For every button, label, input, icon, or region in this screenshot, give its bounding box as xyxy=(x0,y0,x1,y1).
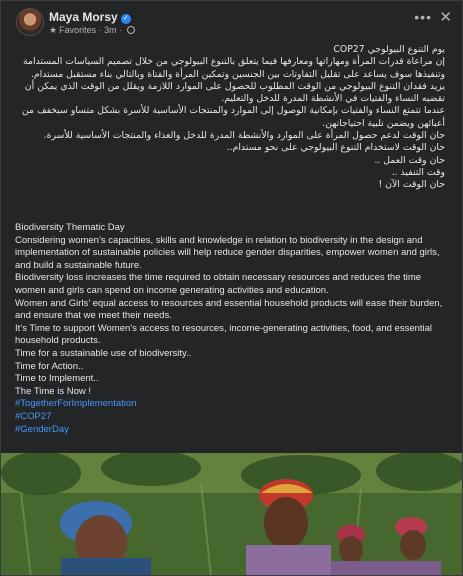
author-name[interactable] xyxy=(49,10,131,24)
arabic-paragraph: حان الوقت الآن ! xyxy=(378,179,445,191)
hashtag-link[interactable]: #TogetherForImplementation xyxy=(15,398,137,410)
arabic-paragraph: عندما تتمتع النساء والفتيات بإمكانية الوصول إلى الموارد والمنتجات الأساسية للأسرة بشكل متساو سيخفف من أعبائهن ويضمن تلبية احتياجاتهن. xyxy=(21,105,445,129)
english-paragraph: The Time is Now ! xyxy=(15,385,92,397)
post-text-arabic xyxy=(15,44,445,192)
verified-badge-icon: ✓ xyxy=(121,14,131,24)
author-name-text[interactable]: Maya Morsy xyxy=(49,10,118,24)
english-paragraph: Time for Action.. xyxy=(15,360,84,372)
arabic-paragraph: حان الوقت لدعم حصول المرأة على الموارد والأنشطة المدرة للدخل والغذاء والمنتجات الأساسية للأسرة. xyxy=(43,130,445,142)
arabic-paragraph: يزيد فقدان التنوع البيولوجي من الوقت المطلوب للحصول على الموارد اللازمة ويقلل من الوقت الذي يمكن أن تقضيه النساء والفتيات في الأنشطة المدرة للدخل والتعليم. xyxy=(24,80,445,105)
post-text-english xyxy=(15,222,454,436)
post-header xyxy=(1,1,462,41)
post-photo[interactable] xyxy=(1,453,463,576)
english-paragraph: Biodiversity Thematic Day xyxy=(15,222,125,233)
post-meta: ★ Favorites · 3m · xyxy=(49,25,135,36)
english-paragraph: Biodiversity loss increases the time required to obtain necessary resources and reduces the time women and girls can spend on income generating activities and education. xyxy=(15,272,422,296)
more-options-icon[interactable]: ••• xyxy=(414,9,432,25)
post-time[interactable]: 3m xyxy=(104,25,117,35)
close-icon[interactable]: ✕ xyxy=(439,9,452,26)
arabic-paragraph: وقت التنفيذ .. xyxy=(391,166,445,178)
english-paragraph: Women and Girls’ equal access to resources and essential household products will ease their burden, and ensure that we meet their needs. xyxy=(15,297,443,322)
english-paragraph: It’s Time to support Women's access to resources, income-generating activities, food, and essential household products. xyxy=(15,322,433,347)
arabic-paragraph: حان وقت العمل .. xyxy=(374,154,445,166)
english-paragraph: Time for a sustainable use of biodiversity.. xyxy=(15,347,192,359)
arabic-paragraph: إن مراعاة قدرات المرأة ومهاراتها ومعارفها فيما يتعلق بالتنوع البيولوجي من خلال تصميم السياسات المستدامة وتنفيذها سوف يساعد على تقليل التفاوتات بين الجنسين وتمكين المرأة والفتاة وبالتالي بناء مستقبل مستدام. xyxy=(23,56,445,80)
hashtag-link[interactable]: #GenderDay xyxy=(15,423,69,435)
favorites-label[interactable]: Favorites xyxy=(59,25,97,35)
avatar[interactable] xyxy=(16,8,44,36)
hashtag-link[interactable]: #COP27 xyxy=(15,410,52,422)
photo-illustration xyxy=(1,453,463,576)
star-icon: ★ xyxy=(49,25,58,35)
arabic-paragraph: حان الوقت لاستخدام التنوع البيولوجي على نحو مستدام.. xyxy=(226,142,445,154)
arabic-paragraph: يوم التنوع البيولوجي COP27 xyxy=(333,44,445,55)
english-paragraph: Considering women’s capacities, skills and knowledge in relation to biodiversity in the design and implementation of sustainable policies will help reduce gender disparities, empower women and girls, and build a sustainable future. xyxy=(15,234,440,271)
english-paragraph: Time to Implement.. xyxy=(15,373,99,385)
globe-icon xyxy=(127,26,135,34)
